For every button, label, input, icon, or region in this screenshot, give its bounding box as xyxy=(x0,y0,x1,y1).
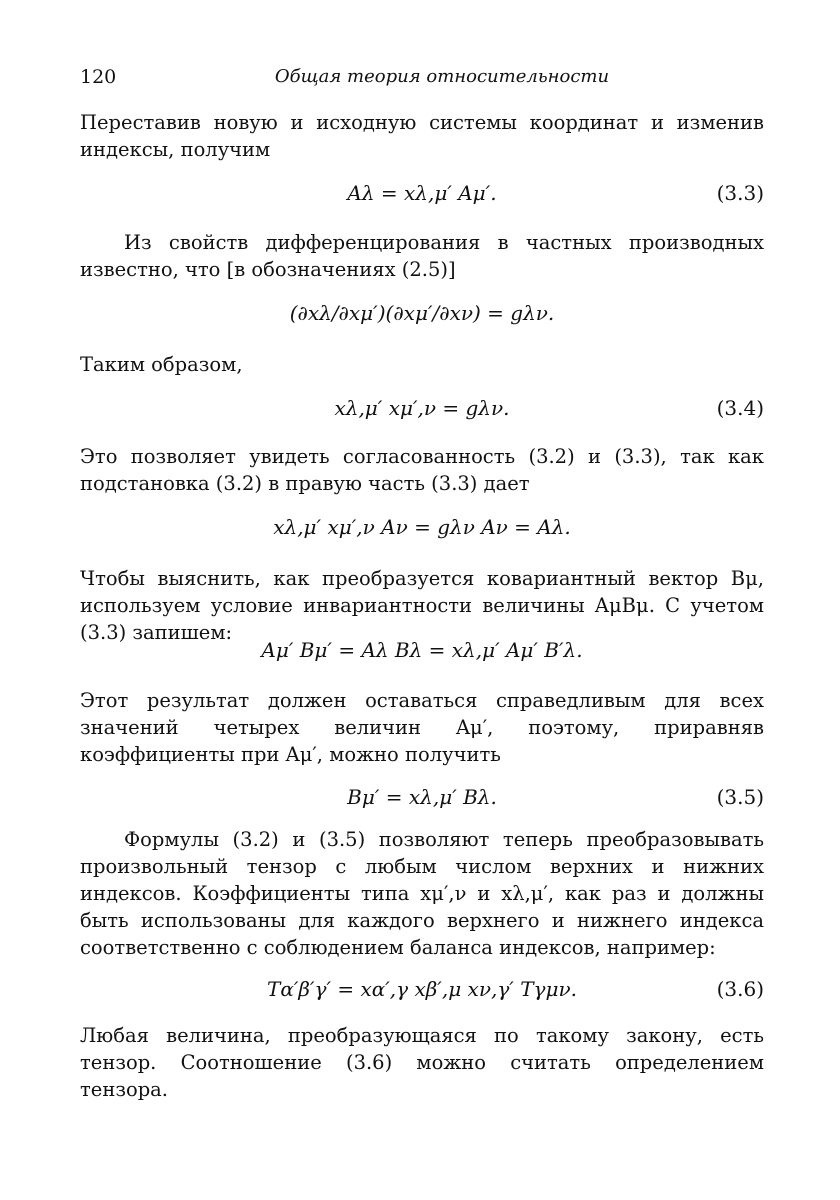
equation-partial-derivatives xyxy=(80,298,764,328)
equation-3-6 xyxy=(80,974,764,1004)
equation-3-3 xyxy=(80,178,764,208)
running-title: Общая теория относительности xyxy=(274,66,610,87)
paragraph-4: Это позволяет увидеть согласованность (3.2) и (3.3), так как подстановка (3.2) в правую часть (3.3) дает xyxy=(80,445,764,495)
equation-substitution xyxy=(80,512,764,542)
paragraph-2: Из свойств дифференцирования в частных производных известно, что [в обозначениях (2.5)] xyxy=(80,231,764,281)
equation-formula: Tα′β′γ′ = xα′,γ xβ′,μ xν,γ′ Tγμν. xyxy=(267,977,577,1001)
equation-invariance xyxy=(80,635,764,665)
equation-3-4 xyxy=(80,393,764,423)
equation-formula: Aλ = xλ,μ′ Aμ′. xyxy=(347,181,497,205)
paragraph-8: Любая величина, преобразующаяся по такому закону, есть тензор. Соотношение (3.6) можно считать определением тензора. xyxy=(80,1024,764,1101)
equation-number: (3.3) xyxy=(716,181,764,205)
equation-number: (3.4) xyxy=(716,396,764,420)
paragraph-1: Переставив новую и исходную системы координат и изменив индексы, получим xyxy=(80,111,764,161)
paragraph-5: Чтобы выяснить, как преобразуется ковариантный вектор Bμ, используем условие инвариантности величины AμBμ. С учетом (3.3) запишем: xyxy=(80,567,764,644)
equation-3-5 xyxy=(80,782,764,812)
equation-formula: xλ,μ′ xμ′,ν = gλν. xyxy=(334,396,510,420)
equation-formula: xλ,μ′ xμ′,ν Aν = gλν Aν = Aλ. xyxy=(273,515,571,539)
equation-formula: Bμ′ = xλ,μ′ Bλ. xyxy=(347,785,497,809)
equation-number: (3.6) xyxy=(716,977,764,1001)
paragraph-3: Таким образом, xyxy=(80,353,243,376)
page-header xyxy=(80,66,764,92)
equation-number: (3.5) xyxy=(716,785,764,809)
paragraph-6: Этот результат должен оставаться справедливым для всех значений четырех величин Aμ′, поэтому, приравняв коэффициенты при Aμ′, можно получить xyxy=(80,689,764,766)
equation-formula: Aμ′ Bμ′ = Aλ Bλ = xλ,μ′ Aμ′ B′λ. xyxy=(261,638,583,662)
page-number: 120 xyxy=(80,66,117,88)
equation-formula: (∂xλ/∂xμ′)(∂xμ′/∂xν) = gλν. xyxy=(289,301,555,325)
paragraph-7: Формулы (3.2) и (3.5) позволяют теперь преобразовывать произвольный тензор с любым числом верхних и нижних индексов. Коэффициенты типа xμ′,ν и xλ,μ′, как раз и должны быть использованы для каждого верхнего и нижнего индекса соответственно с соблюдением баланса индексов, например: xyxy=(80,828,764,959)
